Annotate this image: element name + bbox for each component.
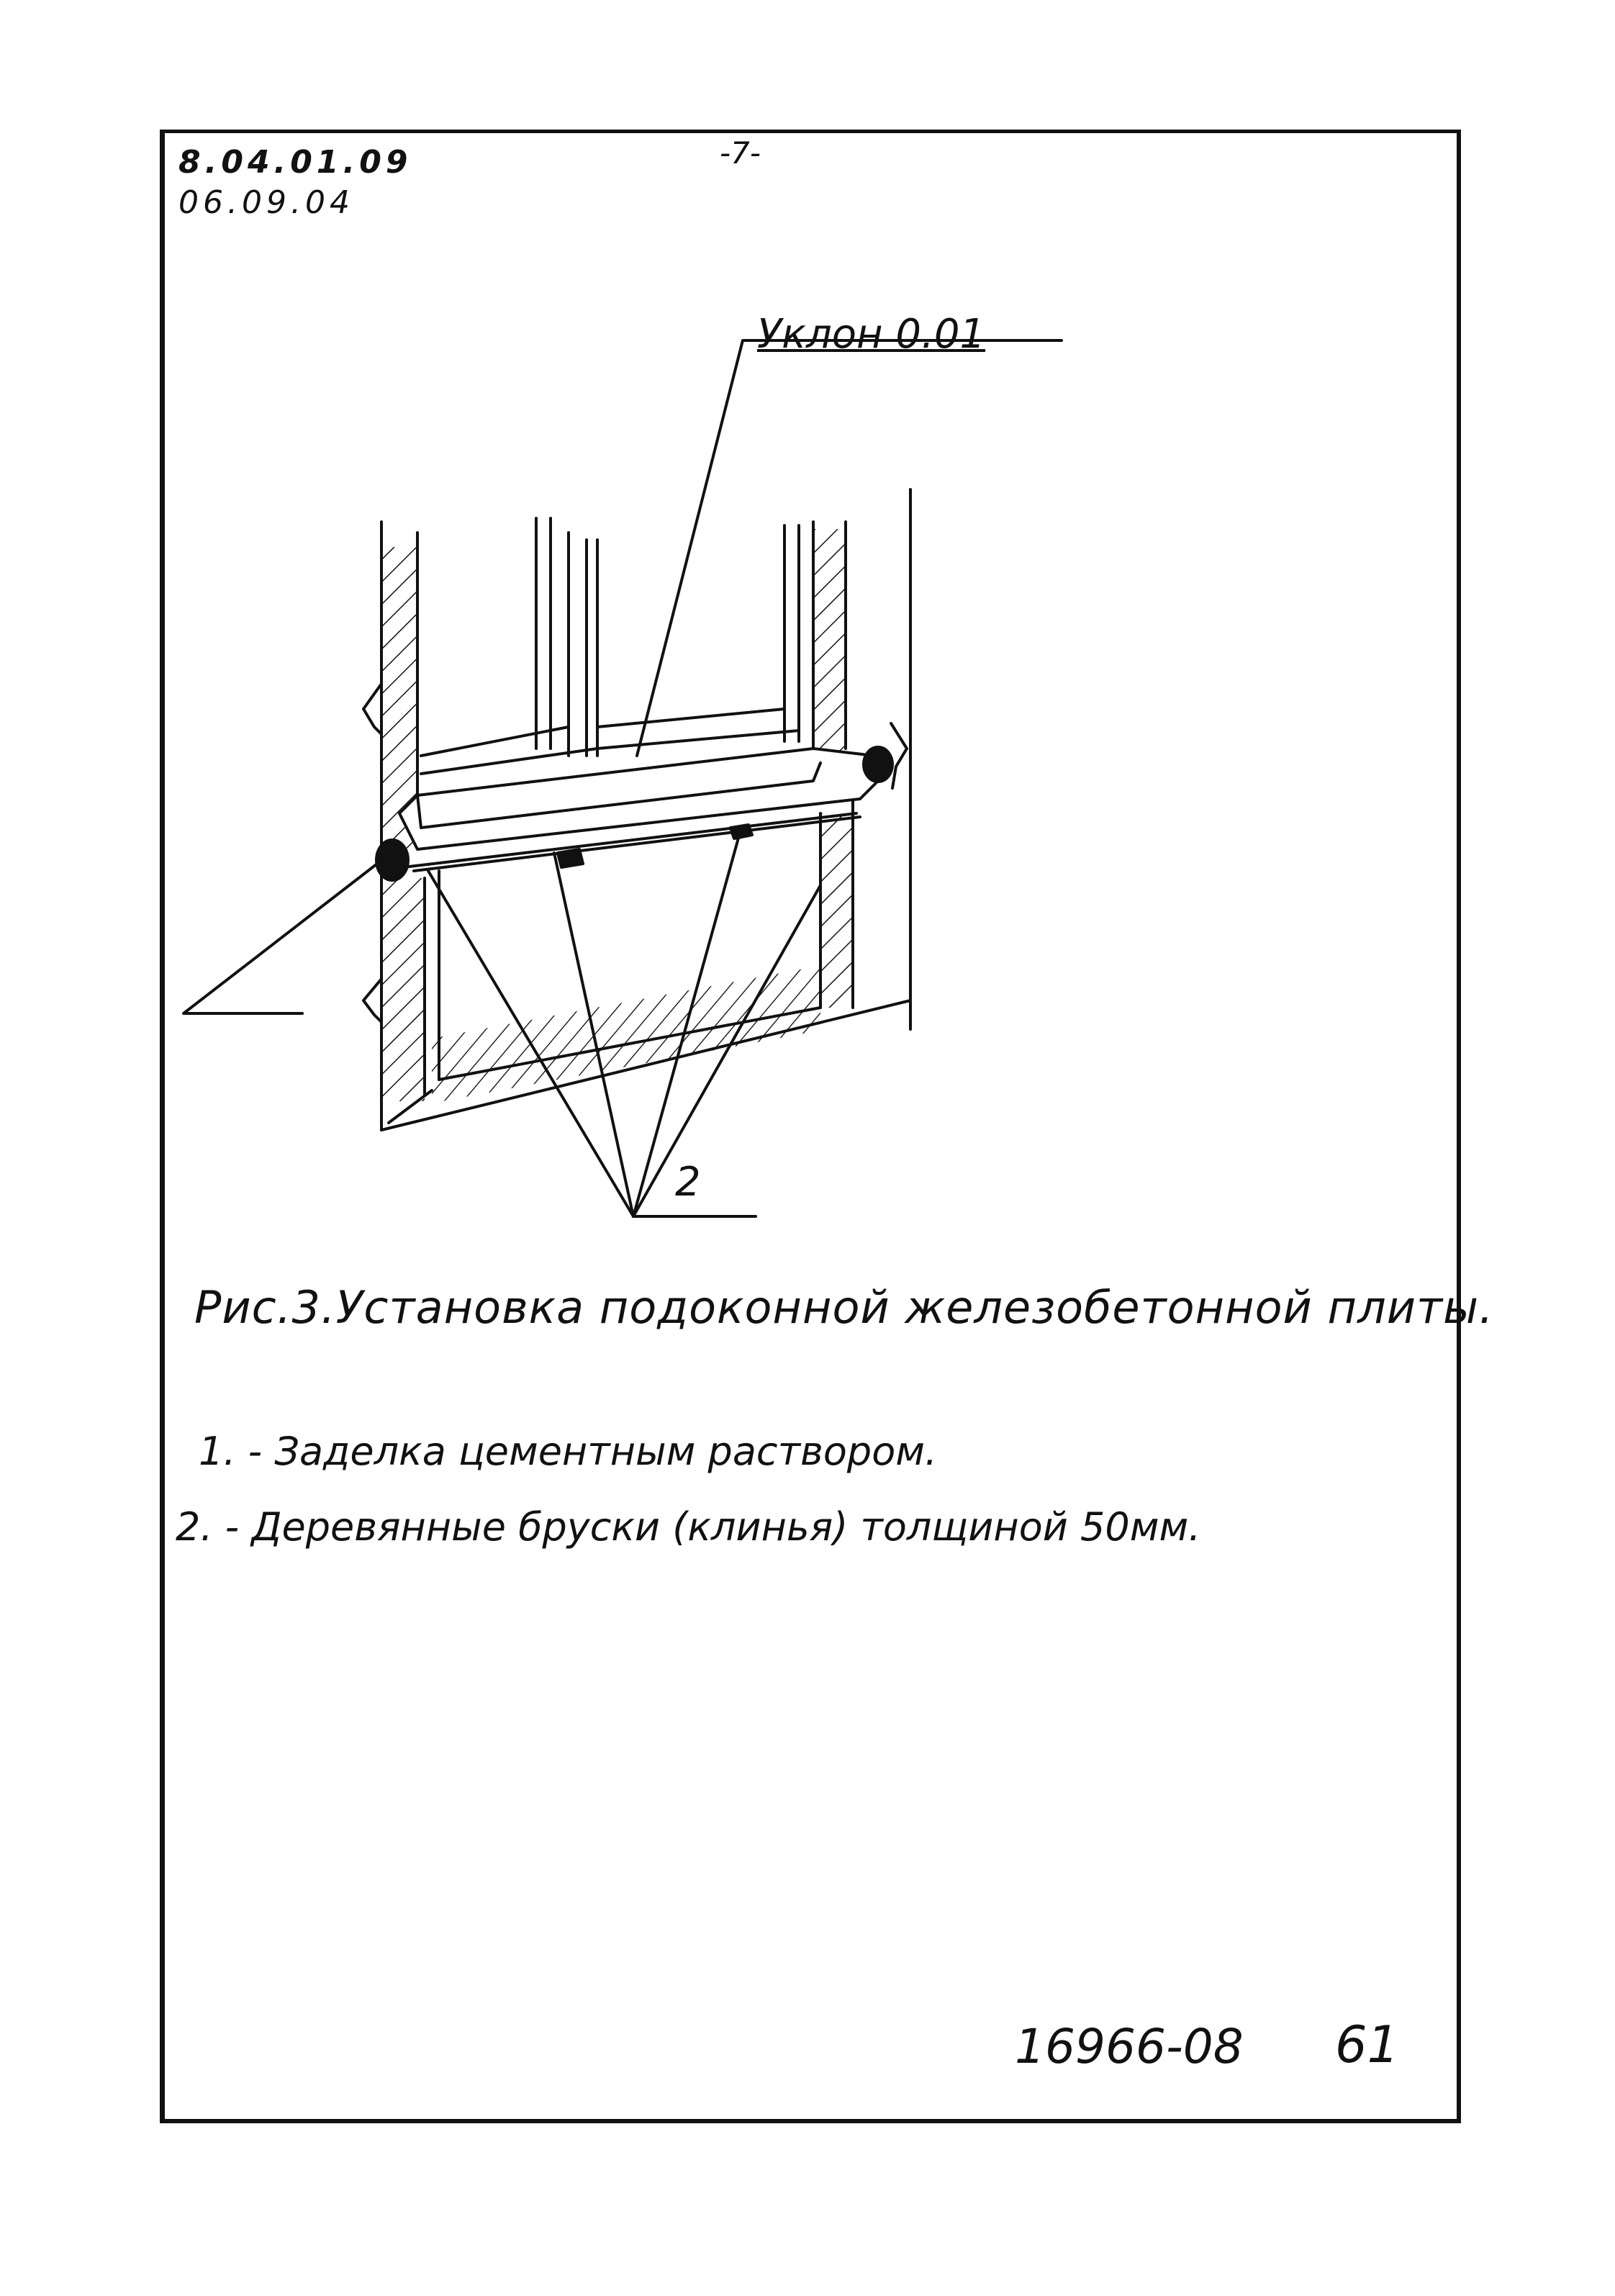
page-number: -7- [720,135,761,171]
note-2: 2. - Деревянные бруски (клинья) толщиной 50мм. [176,1504,1201,1550]
note-1: 1. - Заделка цементным раствором. [199,1429,938,1474]
callout-label-2: 2 [675,1159,701,1206]
designation-code-line1: 8.04.01.09 [178,144,412,181]
figure-caption: Рис.3.Установка подоконной железобетонной плиты. [194,1281,1494,1334]
designation-code-line2: 06.09.04 [178,184,354,221]
slope-label: Уклон 0.01 [757,311,986,358]
document-number: 16966-08 [1015,2019,1244,2074]
sheet-number: 61 [1335,2015,1400,2074]
